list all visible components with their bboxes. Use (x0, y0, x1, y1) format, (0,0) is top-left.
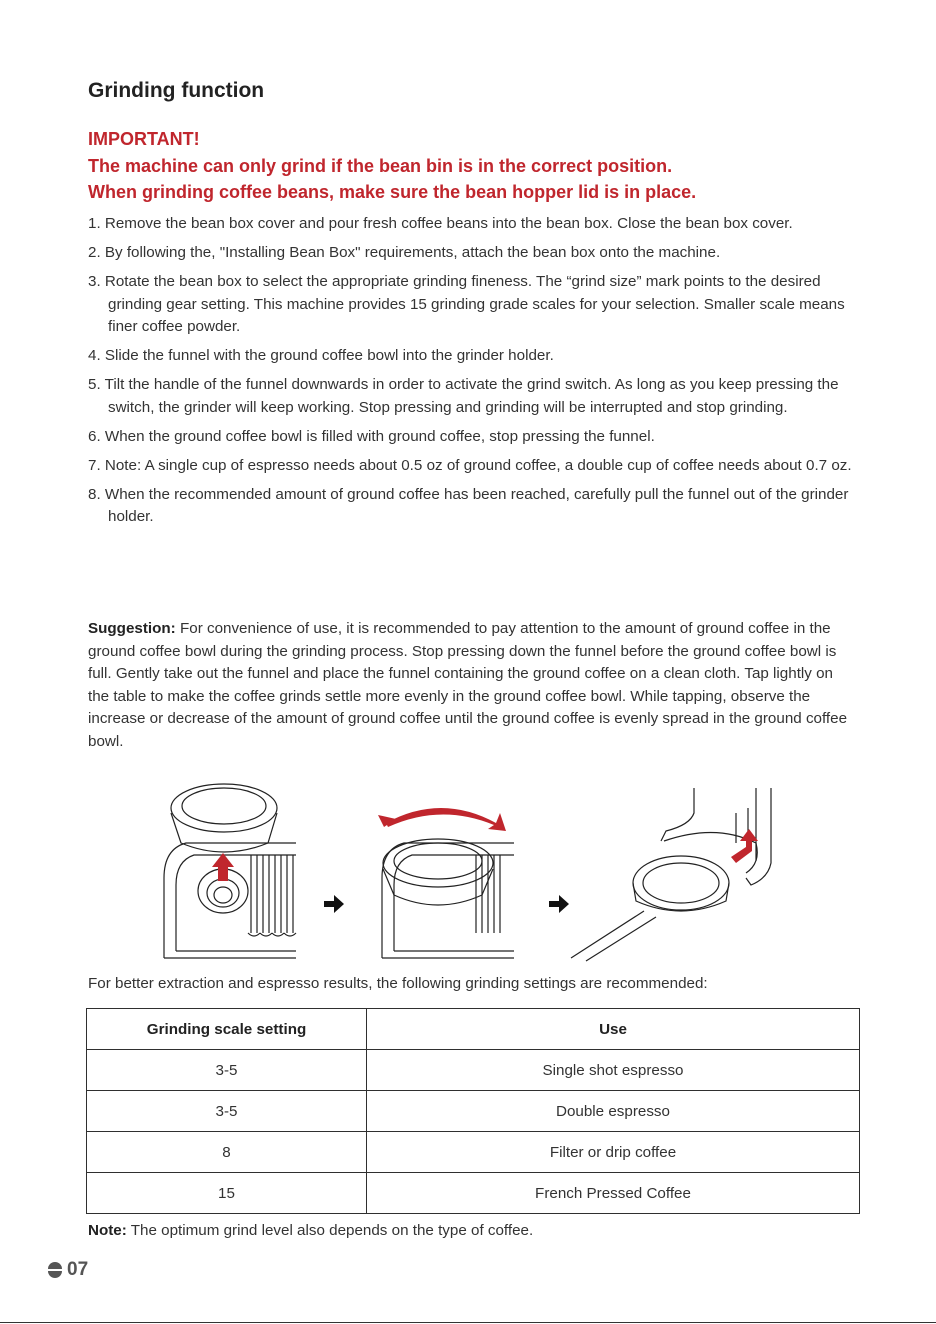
step-item: 8. When the recommended amount of ground coffee has been reached, carefully pull the funnel out of the grinder holder. (88, 485, 849, 526)
table-cell-use: Filter or drip coffee (367, 1132, 860, 1173)
table-header-cell: Grinding scale setting (87, 1009, 367, 1050)
grinding-illustration (156, 783, 786, 963)
bottom-divider (0, 1322, 936, 1323)
arrow-right-icon (324, 895, 344, 913)
suggestion-paragraph (88, 618, 858, 754)
step-list (88, 213, 863, 535)
up-arrow-icon (731, 829, 758, 863)
grinding-settings-table (86, 1008, 860, 1214)
important-line-1: The machine can only grind if the bean bin is in the correct position. (88, 155, 673, 176)
table-cell-use: French Pressed Coffee (367, 1173, 860, 1214)
suggestion-text: For convenience of use, it is recommended to pay attention to the amount of ground coffee in the ground coffee bowl during the grinding process. Stop pressing down the funnel before the ground coffee bowl is full. Gently take out the funnel and place the funnel containing the ground coffee on a clean cloth. Tap lightly on the table to make the coffee grinds settle more evenly in the ground coffee bowl. While tapping, observe the increase or decrease of the amount of ground coffee until the ground coffee is evenly spread in the ground coffee bowl. (88, 620, 848, 750)
step1-drawing (164, 784, 296, 958)
step-item: 7. Note: A single cup of espresso needs about 0.5 oz of ground coffee, a double cup of coffee needs about 0.7 oz. (88, 456, 852, 474)
note-paragraph (88, 1220, 533, 1242)
step3-drawing (571, 788, 771, 961)
important-heading: IMPORTANT! (88, 129, 200, 149)
table-header-row (87, 1009, 860, 1050)
table-cell-setting: 3-5 (87, 1091, 367, 1132)
step-item: 6. When the ground coffee bowl is filled with ground coffee, stop pressing the funnel. (88, 427, 655, 445)
table-cell-setting: 15 (87, 1173, 367, 1214)
table-cell-use: Double espresso (367, 1091, 860, 1132)
suggestion-label: Suggestion: (88, 620, 176, 637)
rotate-arrow-icon (378, 808, 506, 831)
brand-logo-icon (47, 1262, 63, 1278)
important-line-2: When grinding coffee beans, make sure the bean hopper lid is in place. (88, 182, 697, 202)
note-text: The optimum grind level also depends on the type of coffee. (126, 1222, 534, 1239)
page-number (47, 1259, 88, 1281)
table-row (87, 1050, 860, 1091)
step-item: 1. Remove the bean box cover and pour fresh coffee beans into the bean box. Close the bean box cover. (88, 215, 793, 232)
table-cell-setting: 3-5 (87, 1050, 367, 1091)
step-item: 5. Tilt the handle of the funnel downwards in order to activate the grind switch. As long as you keep pressing the switch, the grinder will keep working. Stop pressing and grinding will be interrupted and stop grinding. (88, 376, 839, 416)
note-label: Note: (88, 1222, 127, 1239)
important-notice (88, 126, 868, 206)
table-row (87, 1173, 860, 1214)
table-cell-use: Single shot espresso (367, 1050, 860, 1091)
table-row (87, 1091, 860, 1132)
up-arrow-icon (212, 853, 234, 881)
page-title: Grinding function (88, 79, 265, 102)
table-row (87, 1132, 860, 1173)
page-number-text: 07 (67, 1259, 89, 1280)
step-item: 2. By following the, "Installing Bean Box" requirements, attach the bean box onto the machine. (88, 243, 721, 261)
table-cell-setting: 8 (87, 1132, 367, 1173)
settings-intro: For better extraction and espresso results, the following grinding settings are recommended: (88, 975, 708, 992)
step2-drawing (382, 839, 514, 958)
step-item: 3. Rotate the bean box to select the appropriate grinding fineness. The “grind size” mark points to the desired grinding gear setting. This machine provides 15 grinding grade scales for your selection. Smaller scale means finer coffee powder. (88, 272, 845, 336)
step-item: 4. Slide the funnel with the ground coffee bowl into the grinder holder. (88, 347, 554, 365)
arrow-right-icon (549, 895, 569, 913)
table-header-cell: Use (367, 1009, 860, 1050)
